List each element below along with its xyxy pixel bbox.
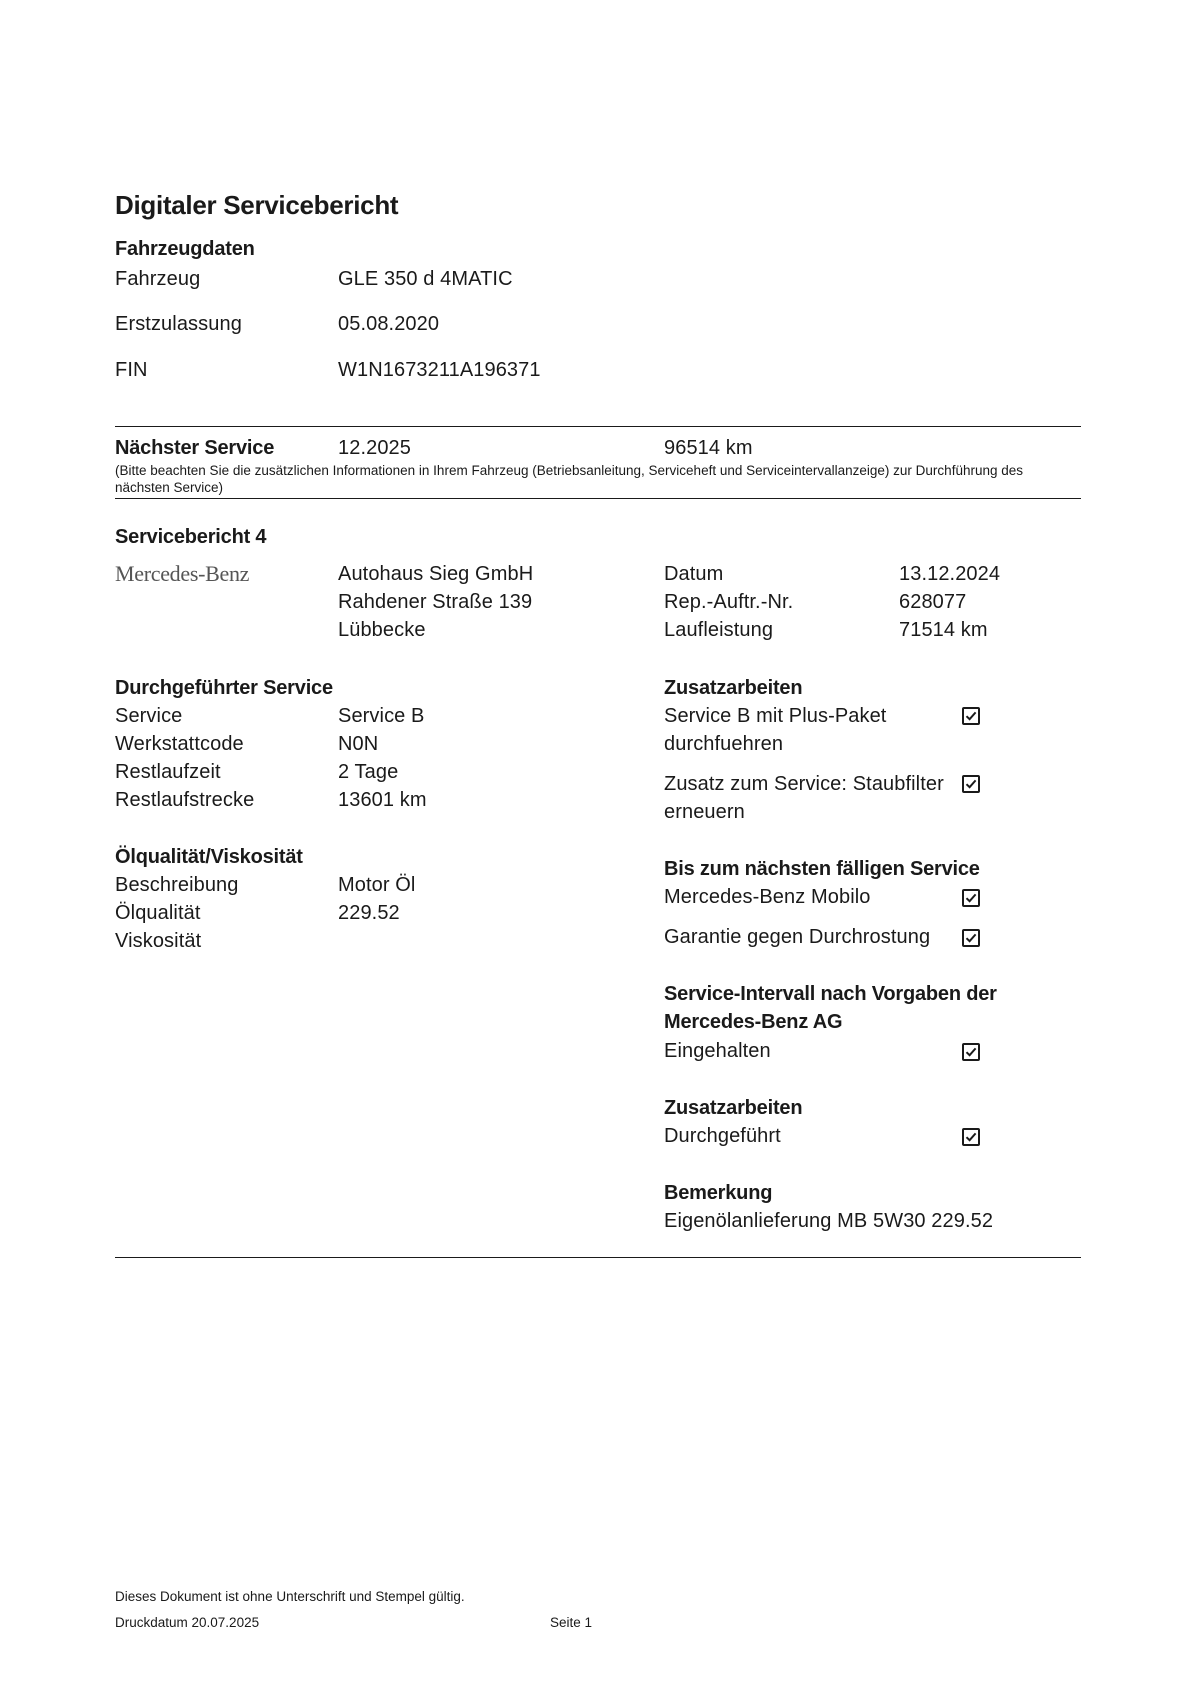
adhered-label: Eingehalten	[664, 1040, 771, 1062]
print-date: Druckdatum 20.07.2025	[115, 1615, 260, 1630]
service-interval-heading: Service-Intervall nach Vorgaben der Mercedes-Benz AG	[664, 983, 997, 1033]
remaining-distance-label: Restlaufstrecke	[115, 789, 255, 811]
until-next-service-heading: Bis zum nächsten fälligen Service	[664, 858, 980, 880]
dealer-name: Autohaus Sieg GmbH	[338, 563, 534, 585]
rust-warranty-label: Garantie gegen Durchrostung	[664, 926, 931, 948]
checkmark-icon	[965, 892, 977, 904]
remark-text: Eigenölanlieferung MB 5W30 229.52	[664, 1210, 994, 1232]
checkmark-icon	[965, 932, 977, 944]
oil-quality-heading: Ölqualität/Viskosität	[115, 846, 303, 868]
performed-label: Durchgeführt	[664, 1125, 781, 1147]
mileage-label: Laufleistung	[664, 619, 774, 641]
vin-label: FIN	[115, 359, 148, 381]
vehicle-value: GLE 350 d 4MATIC	[338, 268, 513, 290]
remaining-time-value: 2 Tage	[338, 761, 399, 783]
checkbox-checked	[962, 1043, 980, 1061]
page-title: Digitaler Servicebericht	[115, 190, 399, 220]
description-label: Beschreibung	[115, 874, 239, 896]
additional-work-item-2: Zusatz zum Service: Staubfilter erneuern	[664, 773, 944, 823]
service-label: Service	[115, 705, 183, 727]
checkmark-icon	[965, 710, 977, 722]
mercedes-benz-logo: Mercedes-Benz	[115, 561, 250, 586]
next-service-km: 96514 km	[664, 437, 753, 459]
workshop-code-label: Werkstattcode	[115, 733, 244, 755]
checkbox-checked	[962, 775, 980, 793]
vehicle-data-heading: Fahrzeugdaten	[115, 238, 255, 260]
date-value: 13.12.2024	[899, 563, 1001, 585]
additional-work-item-1: Service B mit Plus-Paket durchfuehren	[664, 705, 887, 755]
oil-quality-label: Ölqualität	[115, 902, 201, 924]
divider-next-service	[115, 498, 1081, 499]
checkmark-icon	[965, 778, 977, 790]
date-label: Datum	[664, 563, 724, 585]
mobilo-label: Mercedes-Benz Mobilo	[664, 886, 871, 908]
dealer-city: Lübbecke	[338, 619, 426, 641]
viscosity-label: Viskosität	[115, 930, 202, 952]
additional-work-heading-2: Zusatzarbeiten	[664, 1097, 803, 1119]
next-service-date: 12.2025	[338, 437, 411, 459]
checkmark-icon	[965, 1046, 977, 1058]
dealer-street: Rahdener Straße 139	[338, 591, 533, 613]
checkbox-checked	[962, 889, 980, 907]
checkbox-checked	[962, 707, 980, 725]
remaining-time-label: Restlaufzeit	[115, 761, 221, 783]
performed-service-heading: Durchgeführter Service	[115, 677, 333, 699]
vehicle-label: Fahrzeug	[115, 268, 201, 290]
divider-top	[115, 426, 1081, 427]
checkmark-icon	[965, 1131, 977, 1143]
first-registration-value: 05.08.2020	[338, 313, 440, 335]
next-service-note: (Bitte beachten Sie die zusätzlichen Informationen in Ihrem Fahrzeug (Betriebsanleitung, Serviceheft und Serviceintervallanzeige) zur Durchführung des nächsten Service)	[115, 463, 1023, 495]
first-registration-label: Erstzulassung	[115, 313, 242, 335]
oil-quality-value: 229.52	[338, 902, 400, 924]
divider-bottom	[115, 1257, 1081, 1258]
validity-note: Dieses Dokument ist ohne Unterschrift und Stempel gültig.	[115, 1589, 465, 1604]
remaining-distance-value: 13601 km	[338, 789, 427, 811]
workshop-code-value: N0N	[338, 733, 379, 755]
service-value: Service B	[338, 705, 425, 727]
next-service-label: Nächster Service	[115, 437, 275, 459]
remark-heading: Bemerkung	[664, 1182, 773, 1204]
page-number: Seite 1	[550, 1615, 593, 1630]
checkbox-checked	[962, 1128, 980, 1146]
vin-value: W1N1673211A196371	[338, 359, 541, 381]
order-number-value: 628077	[899, 591, 967, 613]
mileage-value: 71514 km	[899, 619, 988, 641]
additional-work-heading: Zusatzarbeiten	[664, 677, 803, 699]
description-value: Motor Öl	[338, 874, 416, 896]
service-report-heading: Servicebericht 4	[115, 526, 267, 548]
order-number-label: Rep.-Auftr.-Nr.	[664, 591, 794, 613]
checkbox-checked	[962, 929, 980, 947]
